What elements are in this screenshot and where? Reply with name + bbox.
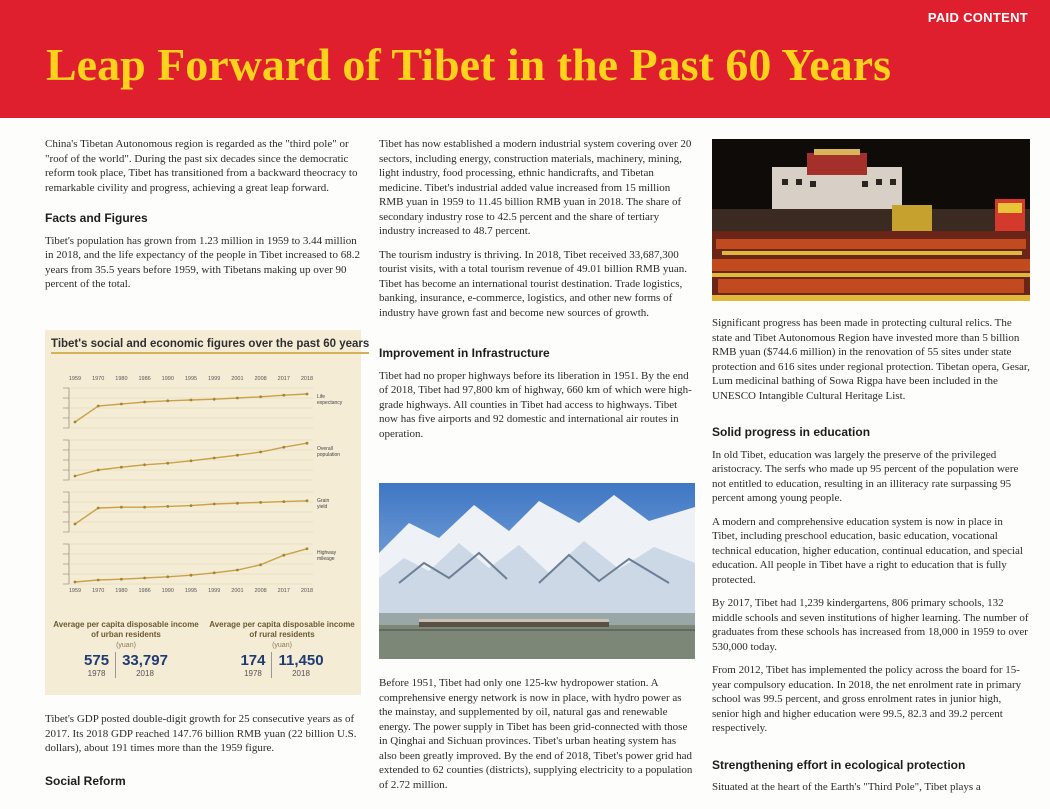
trend-point xyxy=(282,394,285,397)
rural-income-title: Average per capita disposable income of rural residents xyxy=(209,620,355,639)
trend-point xyxy=(282,500,285,503)
trend-point xyxy=(259,501,262,504)
education-paragraph-4: From 2012, Tibet has implemented the policy across the board for 15-year compulsory education. In 2018, the net enrolment rate in primary school was 99.5 percent, and gross enrolment rates in junior high, senior high and higher education were 99.5, 82.3 and 39.2 percent respectively. xyxy=(712,664,1022,734)
year-tick-top: 2008 xyxy=(254,376,267,382)
trend-point xyxy=(190,504,193,507)
trend-point xyxy=(120,506,123,509)
education-heading: Solid progress in education xyxy=(712,425,871,439)
trend-point xyxy=(259,563,262,566)
tourism-paragraph: The tourism industry is thriving. In 2018, Tibet received 33,687,300 tourist visits, with a total tourism revenue of 49.01 billion RMB yuan. Tibet has become an international tourist destination. Trade logistics, banking, insurance, e-commerce, logistics, and other new forms of industry have grown fast and become new sources of growth. xyxy=(379,248,687,319)
rural-income-1978: 174 xyxy=(240,652,266,669)
column-2 xyxy=(379,137,695,450)
trend-point xyxy=(306,499,309,502)
rural-income-block xyxy=(207,620,357,678)
header-banner xyxy=(0,0,1050,118)
urban-year-1978: 1978 xyxy=(87,669,106,678)
rural-income-2018: 11,450 xyxy=(278,652,324,669)
gdp-paragraph: Tibet's GDP posted double-digit growth for 25 consecutive years as of 2017. Its 2018 GDP reached 147.76 billion RMB yuan (22 billion U.S. dollars), about 191 times more than the 1959 figure. xyxy=(45,713,357,754)
trend-point xyxy=(97,469,100,472)
trend-point xyxy=(236,502,239,505)
urban-income-unit: (yuan) xyxy=(116,642,136,649)
rural-year-1978: 1978 xyxy=(244,669,262,678)
facts-paragraph: Tibet's population has grown from 1.23 million in 1959 to 3.44 million in 2018, and the life expectancy of the people in Tibet increased to 68.2 years from 35.5 years before 1959, with Tibetans making up over 90 percent of the total. xyxy=(45,234,360,290)
trend-point xyxy=(213,457,216,460)
trend-point xyxy=(97,579,100,582)
trend-point xyxy=(166,505,169,508)
year-tick-bottom: 2001 xyxy=(231,588,244,594)
infrastructure-heading: Improvement in Infrastructure xyxy=(379,346,550,360)
year-tick-bottom: 2018 xyxy=(300,588,314,594)
trend-point xyxy=(120,403,123,406)
column-1 xyxy=(45,137,363,301)
trend-point xyxy=(74,475,77,478)
year-tick-bottom: 1970 xyxy=(92,588,105,594)
trend-point xyxy=(236,397,239,400)
energy-paragraph: Before 1951, Tibet had only one 125-kw hydropower station. A comprehensive energy network is now in place, with hydro power as the mainstay, and supplemented by oil, natural gas and renewable energy. The power supply in Tibet has been grid-connected with those in Qinghai and Sichuan provinces. Tibet's urban heating system has also been greatly improved. By the end of 2018, Tibet's power grid had extended to 62 counties (districts), supplying electricity to a population of 2.72 million. xyxy=(379,677,693,791)
year-tick-top: 1990 xyxy=(161,376,174,382)
social-economic-infographic xyxy=(45,330,370,695)
trend-point xyxy=(166,399,169,402)
column-1-lower xyxy=(45,712,363,796)
facts-heading: Facts and Figures xyxy=(45,211,148,225)
trend-point xyxy=(143,506,146,509)
trend-point xyxy=(97,405,100,408)
rural-income-unit: (yuan) xyxy=(272,642,292,649)
trend-point xyxy=(282,446,285,449)
year-tick-bottom: 1986 xyxy=(138,588,151,594)
education-paragraph-2: A modern and comprehensive education system is now in place in Tibet, including preschool education, basic education, vocational technical education, higher education, continual education, and special education. All people in Tibet have a right to education that is fully protected. xyxy=(712,515,1023,586)
trend-point xyxy=(190,459,193,462)
column-3 xyxy=(712,316,1030,804)
trend-point xyxy=(120,578,123,581)
page-title: Leap Forward of Tibet in the Past 60 Years xyxy=(46,39,892,90)
trend-point xyxy=(143,401,146,404)
panel-label: Overall population xyxy=(317,446,341,458)
year-tick-bottom: 1990 xyxy=(161,588,174,594)
year-tick-bottom: 1980 xyxy=(115,588,128,594)
education-paragraph-1: In old Tibet, education was largely the preserve of the privileged aristocracy. The serfs who made up 95 percent of the population were not entitled to education, resulting in an illiteracy rate surpassing 95 percent among young people. xyxy=(712,448,1019,504)
year-tick-top: 2001 xyxy=(231,376,244,382)
infographic-line-charts xyxy=(45,358,361,620)
trend-point xyxy=(213,398,216,401)
panel-label: Grain yield xyxy=(317,498,330,510)
year-tick-bottom: 2008 xyxy=(254,588,267,594)
year-tick-bottom: 2017 xyxy=(277,588,290,594)
year-tick-top: 1980 xyxy=(115,376,128,382)
industry-paragraph: Tibet has now established a modern industrial system covering over 20 sectors, including energy, construction materials, machinery, mining, light industry, food processing, ethnic handicrafts, and Tibetan medicine. Tibet's industrial added value increased from 15 million RMB yuan in 1959 to 11.45 billion RMB yuan in 2018. The share of secondary industry rose to 42.5 percent and the share of tertiary industry increased to 48.7 percent. xyxy=(379,138,692,237)
potala-palace-photo xyxy=(712,139,1030,301)
trend-point xyxy=(74,421,77,424)
intro-paragraph: China's Tibetan Autonomous region is regarded as the "third pole" or "roof of the world". During the past six decades since the democratic reform took place, Tibet has transitioned from a backward theocracy to remarkable civility and progress, achieving a great leap forward. xyxy=(45,138,358,194)
trend-point xyxy=(259,395,262,398)
education-paragraph-3: By 2017, Tibet had 1,239 kindergartens, 806 primary schools, 132 middle schools and seven institutions of higher learning. The number of graduates from these schools has increased from 18,000 in 1959 to over 530,000 today. xyxy=(712,597,1029,653)
urban-year-2018: 2018 xyxy=(136,669,154,678)
trend-point xyxy=(190,399,193,402)
trend-point xyxy=(97,507,100,510)
social-reform-heading: Social Reform xyxy=(45,773,126,788)
paid-content-label: PAID CONTENT xyxy=(927,10,1028,25)
trend-point xyxy=(236,569,239,572)
trend-point xyxy=(143,463,146,466)
year-tick-top: 2018 xyxy=(300,376,314,382)
urban-income-title: Average per capita disposable income of urban residents xyxy=(53,620,199,639)
column-2-lower xyxy=(379,676,695,801)
trend-point xyxy=(306,393,309,396)
trend-point xyxy=(143,577,146,580)
mountain-railway-photo xyxy=(379,483,695,659)
ecology-heading: Strengthening effort in ecological protection xyxy=(712,757,966,772)
year-tick-bottom: 1999 xyxy=(208,588,221,594)
trend-point xyxy=(213,571,216,574)
trend-point xyxy=(74,523,77,526)
year-tick-top: 2017 xyxy=(277,376,290,382)
urban-income-2018: 33,797 xyxy=(122,652,168,669)
panel-label: Life expectancy xyxy=(317,394,343,406)
trend-point xyxy=(120,466,123,469)
trend-point xyxy=(166,575,169,578)
trend-point xyxy=(190,574,193,577)
trend-point xyxy=(282,554,285,557)
panel-label: Highway mileage xyxy=(317,550,337,562)
trend-point xyxy=(236,454,239,457)
rural-year-2018: 2018 xyxy=(292,669,310,678)
trend-point xyxy=(306,547,309,550)
year-tick-top: 1959 xyxy=(68,376,82,382)
urban-income-block xyxy=(51,620,201,678)
infrastructure-paragraph: Tibet had no proper highways before its liberation in 1951. By the end of 2018, Tibet had 97,800 km of highway, 660 km of which were high-grade highways. All counties in Tibet had access to highways. Tibet now has five airports and 92 domestic and international air routes in operation. xyxy=(379,369,692,440)
trend-point xyxy=(213,503,216,506)
year-tick-bottom: 1995 xyxy=(184,588,198,594)
year-tick-top: 1995 xyxy=(184,376,198,382)
trend-point xyxy=(166,462,169,465)
year-tick-top: 1970 xyxy=(92,376,105,382)
year-tick-bottom: 1959 xyxy=(68,588,82,594)
relics-paragraph: Significant progress has been made in protecting cultural relics. The state and Tibet Autonomous Region have invested more than 5 billion RMB yuan ($744.6 million) in the renovation of 55 sites under state protection and 616 sites under regional protection. Tibetan opera, Gesar, Lum medicinal bathing of Sowa Rigpa have been included in the UNESCO Intangible Cultural Heritage List. xyxy=(712,317,1030,402)
year-tick-top: 1999 xyxy=(208,376,221,382)
infographic-title: Tibet's social and economic figures over the past 60 years xyxy=(51,338,369,354)
ecology-paragraph: Situated at the heart of the Earth's "Third Pole", Tibet plays a xyxy=(712,781,981,793)
trend-point xyxy=(306,442,309,445)
trend-point xyxy=(74,581,77,584)
year-tick-top: 1986 xyxy=(138,376,151,382)
urban-income-1978: 575 xyxy=(84,652,110,669)
trend-point xyxy=(259,451,262,454)
